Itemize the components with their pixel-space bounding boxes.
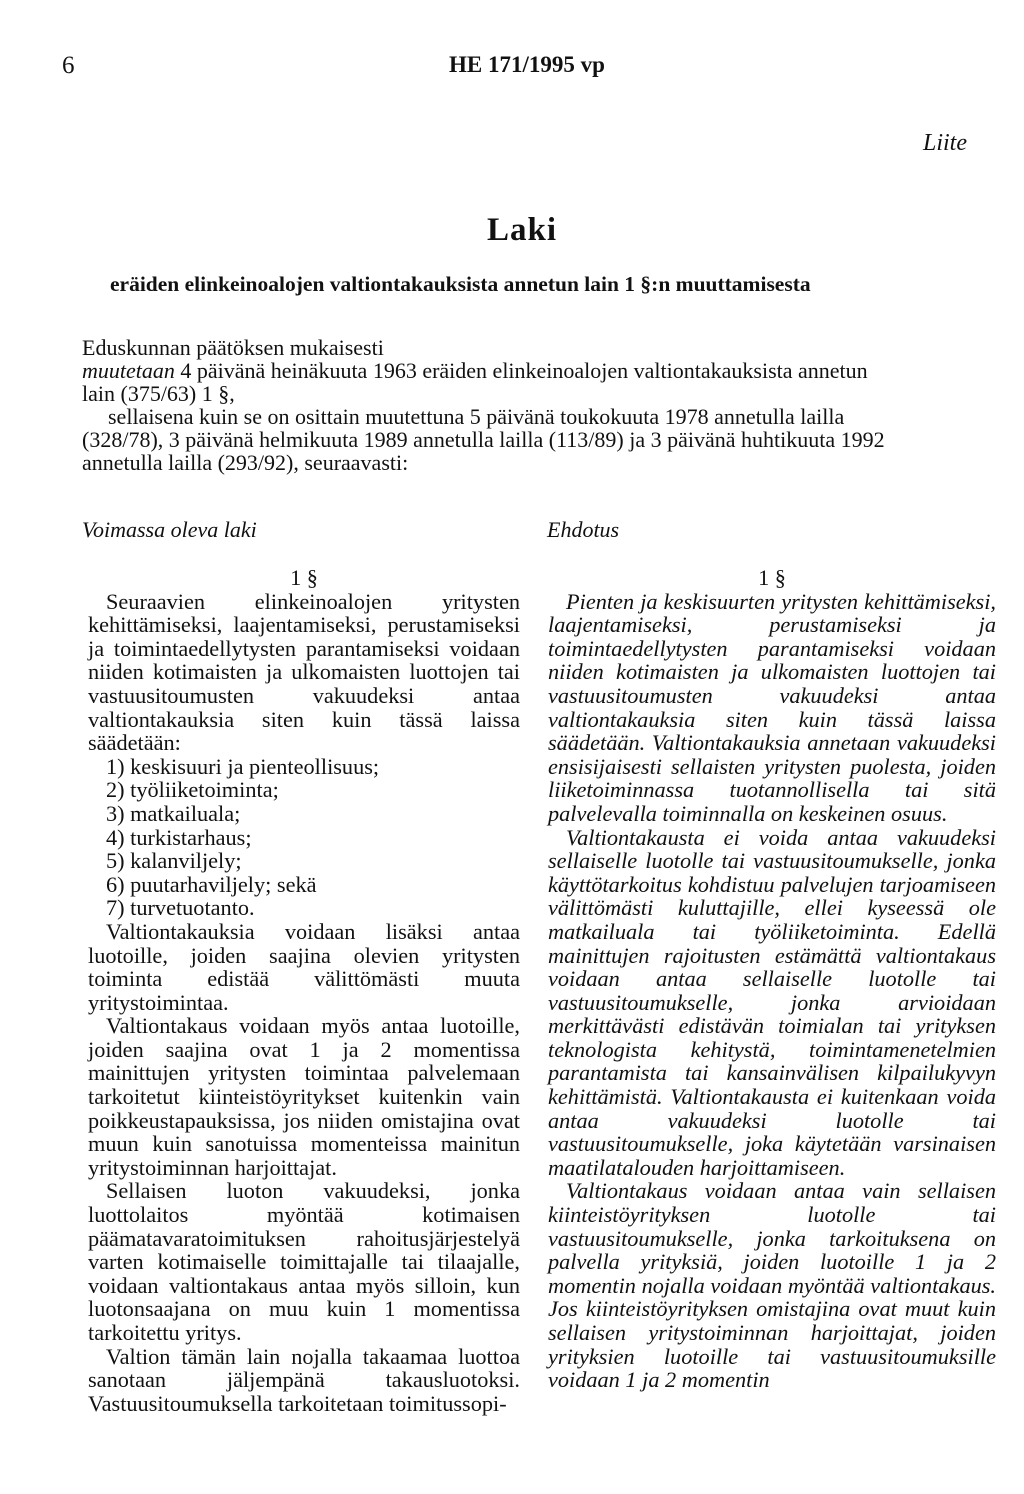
amend-keyword: muutetaan <box>82 358 175 383</box>
proposal-heading: Ehdotus <box>547 517 620 542</box>
paragraph: Pienten ja keskisuurten yritysten kehittämiseksi, laajentamiseksi, perustamiseksi ja toimintaedellytysten parantamiseksi voidaan niiden kotimaisten ja ulkomaisten luottojen tai vastuusitoumusten vakuudeksi antaa valtiontakauksia siten kuin tässä laissa säädetään. Valtiontakauksia annetaan vakuudeksi ensisijaisesti sellaisten yritysten puolesta, joiden liiketoiminnassa tuotannollisella tai sitä palvelevalla toiminnalla on keskeinen osuus. <box>548 588 996 826</box>
list-item: 2) työliiketoiminta; <box>106 777 279 803</box>
preamble <box>82 336 992 474</box>
section-mark: 1 § <box>758 565 786 590</box>
section-mark: 1 § <box>290 565 318 590</box>
paragraph: Seuraavien elinkeinoalojen yritysten kehittämiseksi, laajentamiseksi, perustamiseksi ja toimintaedellytysten parantamiseksi voidaan niiden kotimaisten ja ulkomaisten luottojen tai vastuusitoumusten vakuudeksi antaa valtiontakauksia siten kuin tässä laissa säädetään: <box>88 588 520 756</box>
list-item: 3) matkailuala; <box>106 800 241 826</box>
list-item: 6) puutarhaviljely; sekä <box>106 871 317 897</box>
preamble-line-1: Eduskunnan päätöksen mukaisesti <box>82 335 384 360</box>
document-reference: HE 171/1995 vp <box>449 52 605 77</box>
paragraph: Sellaisen luoton vakuudeksi, jonka luottolaitos myöntää kotimaisen päämatavaratoimituksen rahoitusjärjestelyä varten kotimaiselle toimittajalle tai tilaajalle, voidaan valtiontakaus antaa myös silloin, kun luotonsaajana on muu kuin 1 momentissa tarkoitettu yritys. <box>88 1178 520 1345</box>
proposal-column <box>548 566 996 1392</box>
current-law-column <box>88 566 520 1415</box>
paragraph: Valtiontakauksia voidaan lisäksi antaa luotoille, joiden saajina olevien yritysten toiminta edistää välittömästi muuta yritystoimintaa. <box>88 918 520 1015</box>
preamble-line-6: annetulla lailla (293/92), seuraavasti: <box>82 450 409 475</box>
appendix-label: Liite <box>922 130 967 156</box>
preamble-line-4: sellaisena kuin se on osittain muutettuna 5 päivänä toukokuuta 1978 annetulla lailla <box>108 404 845 429</box>
preamble-line-2 <box>82 359 992 382</box>
paragraph: Valtiontakausta ei voida antaa vakuudeksi sellaiselle luotolle tai vastuusitoumukselle, jonka käyttötarkoitus kohdistuu palvelujen tarjoamiseen välittömästi kuluttajille, ellei kyseessä ole matkailuala tai työliiketoiminta. Edellä mainittujen rajoitusten estämättä valtiontakaus voidaan antaa sellaiselle luotolle tai vastuusitoumukselle, jonka arvioidaan merkittävästi edistävän toimialan tai yrityksen teknologista kehitystä, toimintamenetelmien parantamista tai kansainvälisen kilpailukyvyn kehittämistä. Valtiontakausta ei kuitenkaan voida antaa vakuudeksi luotolle tai vastuusitoumukselle, joka käytetään varsinaisen maatilatalouden harjoittamiseen. <box>548 824 996 1180</box>
preamble-line-3: lain (375/63) 1 §, <box>82 381 235 406</box>
paragraph: Valtiontakaus voidaan antaa vain sellaisen kiinteistöyrityksen luotolle tai vastuusitoumukselle, jonka tarkoituksena on palvella yrityksiä, joiden luotoille 1 ja 2 momentin nojalla voidaan myöntää valtiontakaus. Jos kiinteistöyrityksen omistajina ovat muut kuin sellaisen yritystoiminnan harjoittajat, joiden yrityksien luotoille tai vastuusitoumuksille voidaan 1 ja 2 momentin <box>548 1178 996 1393</box>
law-title: Laki <box>486 212 558 248</box>
law-subtitle: eräiden elinkeinoalojen valtiontakauksista annetun lain 1 §:n muuttamisesta <box>110 272 811 296</box>
list-item: 5) kalanviljely; <box>106 848 242 874</box>
list-item: 7) turvetuotanto. <box>106 895 255 921</box>
list-item: 1) keskisuuri ja pienteollisuus; <box>106 753 380 779</box>
list-item: 4) turkistarhaus; <box>106 824 252 850</box>
paragraph: Valtion tämän lain nojalla takaamaa luottoa sanotaan jäljempänä takausluotoksi. Vastuusitoumuksella tarkoitetaan toimitussopi- <box>88 1343 520 1416</box>
current-law-heading: Voimassa oleva laki <box>82 517 257 542</box>
page-number: 6 <box>62 52 75 79</box>
preamble-line-5: (328/78), 3 päivänä helmikuuta 1989 annetulla lailla (113/89) ja 3 päivänä huhtikuuta 1992 <box>82 427 885 452</box>
preamble-line-2-rest: 4 päivänä heinäkuuta 1963 eräiden elinkeinoalojen valtiontakauksista annetun <box>174 358 868 383</box>
paragraph: Valtiontakaus voidaan myös antaa luotoille, joiden saajina ovat 1 ja 2 momentissa mainittujen yritysten toimintaa palvelemaan tarkoitetut kiinteistöyritykset kuitenkin vain poikkeustapauksissa, jos niiden omistajina ovat muun kuin sanotuissa momenteissa mainitun yritystoiminnan harjoittajat. <box>88 1013 520 1180</box>
